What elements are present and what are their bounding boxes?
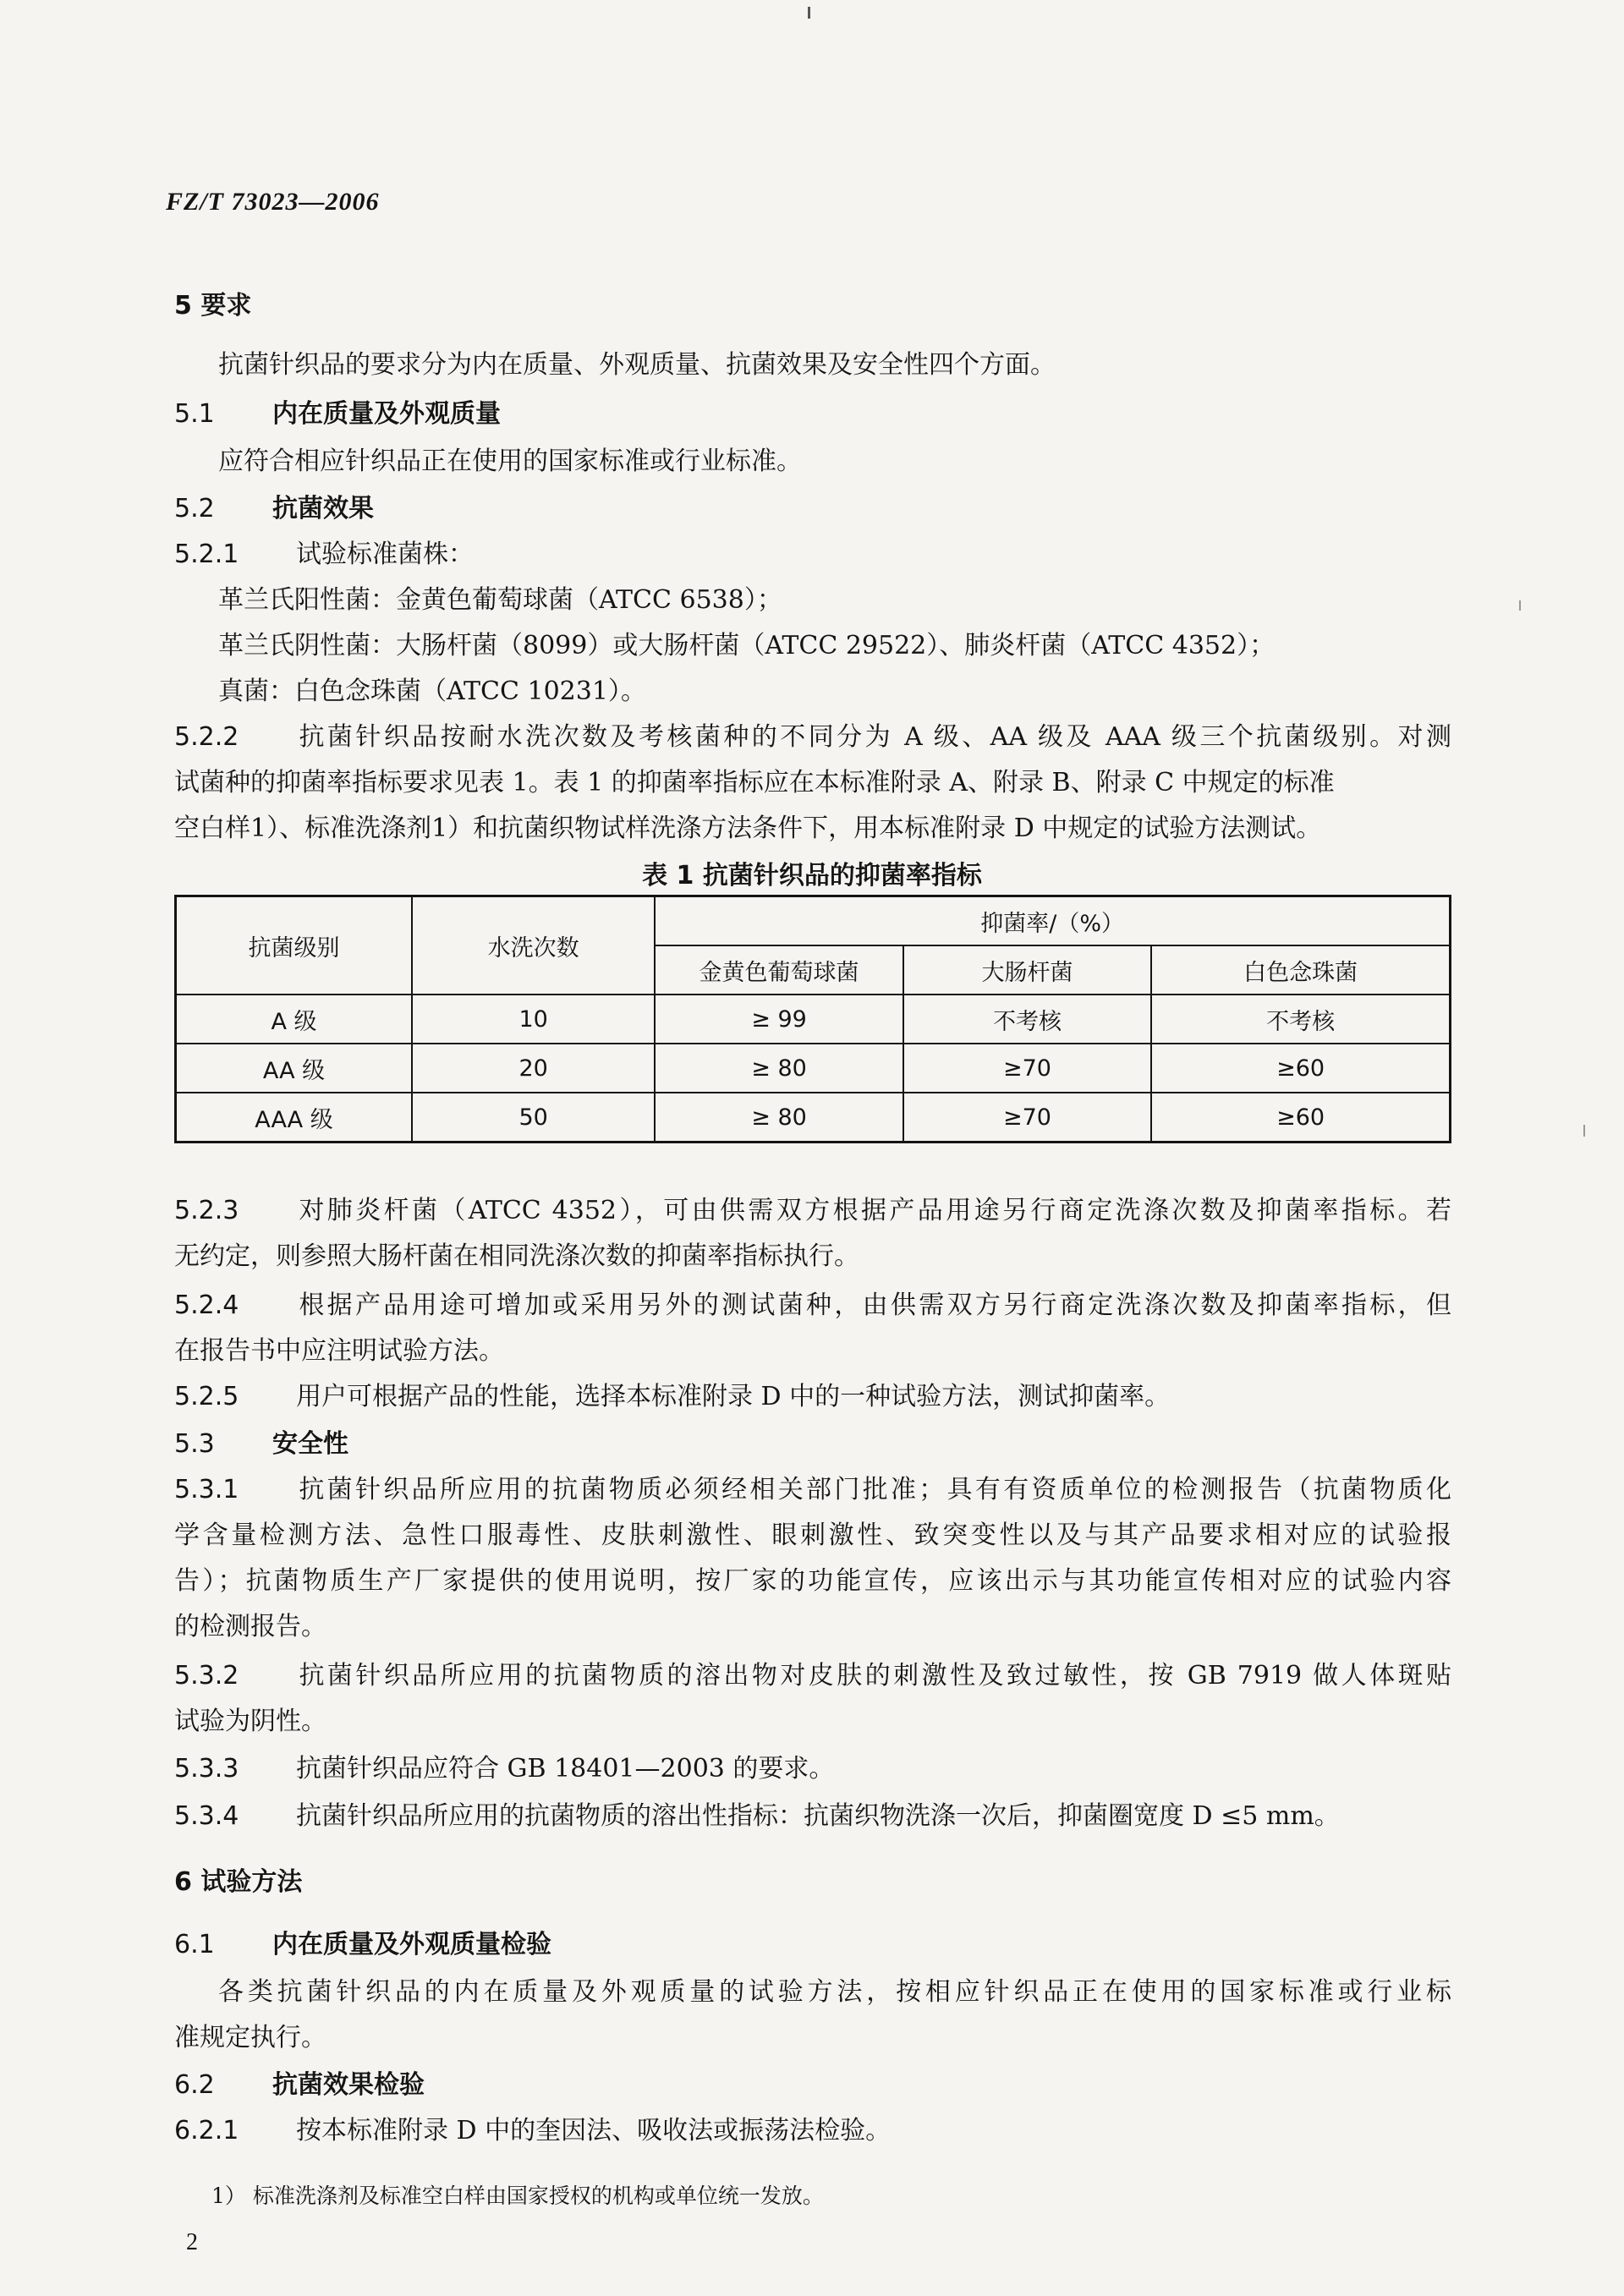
section-6-2-1 xyxy=(174,2114,891,2148)
cell-grade: AA 级 xyxy=(176,1044,412,1093)
section-5-2-4-line-2: 在报告书中应注明试验方法。 xyxy=(174,1336,504,1366)
cell-grade: AAA 级 xyxy=(176,1093,412,1143)
header-staph: 金黄色葡萄球菌 xyxy=(655,945,903,995)
section-number: 5.2.3 xyxy=(174,1196,239,1225)
cell-washes: 20 xyxy=(412,1044,655,1093)
inhibition-rate-table xyxy=(174,895,1451,1143)
section-5-3-heading xyxy=(174,1427,348,1461)
section-title: 安全性 xyxy=(272,1429,348,1459)
footnote: 1） 标准洗涤剂及标准空白样由国家授权的机构或单位统一发放。 xyxy=(211,2184,824,2208)
section-number: 5.2.4 xyxy=(174,1290,239,1320)
section-title: 试验标准菌株： xyxy=(296,540,474,569)
cell-washes: 50 xyxy=(412,1093,655,1143)
paragraph-text: 用户可根据产品的性能，选择本标准附录 D 中的一种试验方法，测试抑菌率。 xyxy=(296,1382,1171,1411)
section-number: 5.2.2 xyxy=(174,722,239,752)
section-number: 6.2.1 xyxy=(174,2116,239,2145)
header-washes: 水洗次数 xyxy=(412,896,655,995)
cell-grade: A 级 xyxy=(176,995,412,1044)
section-number: 5.3.3 xyxy=(174,1754,239,1784)
cell-ecoli: ≥70 xyxy=(903,1044,1151,1093)
section-number: 6.2 xyxy=(174,2070,215,2100)
header-grade: 抗菌级别 xyxy=(176,896,412,995)
header-candida: 白色念珠菌 xyxy=(1151,945,1450,995)
section-5-3-3 xyxy=(174,1752,834,1786)
section-5-3-1-line-1 xyxy=(174,1473,1451,1507)
section-6-1-line-1: 各类抗菌针织品的内在质量及外观质量的试验方法，按相应针织品正在使用的国家标准或行业标 xyxy=(218,1977,1451,2007)
table-row xyxy=(176,1093,1451,1143)
paragraph-text: 按本标准附录 D 中的奎因法、吸收法或振荡法检验。 xyxy=(296,2116,892,2145)
section-5-2-3-line-1 xyxy=(174,1194,1451,1228)
section-5-1-heading xyxy=(174,397,501,431)
strain-gram-negative: 革兰氏阴性菌：大肠杆菌（8099）或大肠杆菌（ATCC 29522）、肺炎杆菌（ATCC 4352）； xyxy=(218,631,1276,660)
header-ecoli: 大肠杆菌 xyxy=(903,945,1151,995)
paragraph-text: 抗菌针织品所应用的抗菌物质必须经相关部门批准；具有有资质单位的检测报告（抗菌物质化 xyxy=(296,1475,1451,1504)
paragraph-text: 抗菌针织品按耐水洗次数及考核菌种的不同分为 A 级、AA 级及 AAA 级三个抗菌级别。对测 xyxy=(296,722,1451,752)
section-5-2-2-line-3: 空白样1）、标准洗涤剂1）和抗菌织物试样洗涤方法条件下，用本标准附录 D 中规定的试验方法测试。 xyxy=(174,814,1322,843)
section-5-3-4 xyxy=(174,1800,1340,1833)
section-6-2-heading xyxy=(174,2069,425,2102)
cell-staph: ≥ 80 xyxy=(655,1093,903,1143)
page-number: 2 xyxy=(186,2229,198,2255)
paragraph-text: 对肺炎杆菌（ATCC 4352），可由供需双方根据产品用途另行商定洗涤次数及抑菌率指标。若 xyxy=(296,1196,1451,1225)
section-5-3-1-line-3: 告）；抗菌物质生产厂家提供的使用说明，按厂家的功能宣传，应该出示与其功能宣传相对应的试验内容 xyxy=(174,1566,1451,1596)
table-row xyxy=(176,995,1451,1044)
cell-ecoli: 不考核 xyxy=(903,995,1151,1044)
section-5-3-2-line-1 xyxy=(174,1659,1451,1693)
section-5-intro: 抗菌针织品的要求分为内在质量、外观质量、抗菌效果及安全性四个方面。 xyxy=(218,350,1056,380)
header-inhibition-rate: 抑菌率/（%） xyxy=(655,896,1450,946)
section-number: 5.3 xyxy=(174,1429,215,1459)
section-number: 5.3.1 xyxy=(174,1475,239,1504)
section-5-3-1-line-2: 学含量检测方法、急性口服毒性、皮肤刺激性、眼刺激性、致突变性以及与其产品要求相对应的试验报 xyxy=(174,1521,1451,1550)
section-5-1-body: 应符合相应针织品正在使用的国家标准或行业标准。 xyxy=(218,447,802,476)
section-5-2-4-line-1 xyxy=(174,1289,1451,1323)
paragraph-text: 抗菌针织品所应用的抗菌物质的溶出物对皮肤的刺激性及致过敏性，按 GB 7919 做人体斑贴 xyxy=(296,1661,1451,1690)
strain-gram-positive: 革兰氏阳性菌：金黄色葡萄球菌（ATCC 6538）； xyxy=(218,585,782,615)
strain-fungi: 真菌：白色念珠菌（ATCC 10231）。 xyxy=(218,677,646,706)
section-6-heading: 6 试验方法 xyxy=(174,1867,303,1897)
section-number: 5.3.4 xyxy=(174,1801,239,1831)
scan-artifact xyxy=(808,7,810,19)
paragraph-text: 根据产品用途可增加或采用另外的测试菌种，由供需双方另行商定洗涤次数及抑菌率指标，但 xyxy=(296,1290,1451,1320)
table-caption: 表 1 抗菌针织品的抑菌率指标 xyxy=(642,861,982,890)
section-5-2-2-line-2: 试菌种的抑菌率指标要求见表 1。表 1 的抑菌率指标应在本标准附录 A、附录 B、附录 C 中规定的标准 xyxy=(174,768,1335,797)
section-title: 抗菌效果检验 xyxy=(272,2070,425,2100)
section-5-2-5 xyxy=(174,1380,1170,1414)
section-number: 5.1 xyxy=(174,399,215,429)
scan-artifact xyxy=(1519,600,1521,611)
cell-staph: ≥ 99 xyxy=(655,995,903,1044)
section-5-3-2-line-2: 试验为阴性。 xyxy=(174,1707,326,1736)
section-6-1-heading xyxy=(174,1928,551,1962)
section-5-2-1-heading xyxy=(174,538,474,572)
section-5-heading: 5 要求 xyxy=(174,291,252,321)
cell-washes: 10 xyxy=(412,995,655,1044)
section-5-2-3-line-2: 无约定，则参照大肠杆菌在相同洗涤次数的抑菌率指标执行。 xyxy=(174,1241,859,1271)
section-title: 内在质量及外观质量 xyxy=(272,399,501,429)
section-number: 6.1 xyxy=(174,1930,215,1959)
section-number: 5.2 xyxy=(174,494,215,523)
cell-staph: ≥ 80 xyxy=(655,1044,903,1093)
standard-code: FZ/T 73023—2006 xyxy=(166,188,380,216)
cell-candida: 不考核 xyxy=(1151,995,1450,1044)
cell-candida: ≥60 xyxy=(1151,1093,1450,1143)
section-5-2-heading xyxy=(174,492,374,526)
section-5-2-2-line-1 xyxy=(174,721,1451,754)
scan-artifact xyxy=(1583,1125,1585,1137)
cell-candida: ≥60 xyxy=(1151,1044,1450,1093)
table-row xyxy=(176,1044,1451,1093)
section-number: 5.2.1 xyxy=(174,540,239,569)
paragraph-text: 抗菌针织品应符合 GB 18401—2003 的要求。 xyxy=(296,1754,835,1784)
section-5-3-1-line-4: 的检测报告。 xyxy=(174,1612,326,1641)
paragraph-text: 抗菌针织品所应用的抗菌物质的溶出性指标：抗菌织物洗涤一次后，抑菌圈宽度 D ≤5 mm。 xyxy=(296,1801,1340,1831)
section-number: 5.3.2 xyxy=(174,1661,239,1690)
section-6-1-line-2: 准规定执行。 xyxy=(174,2023,326,2052)
section-title: 抗菌效果 xyxy=(272,494,374,523)
section-number: 5.2.5 xyxy=(174,1382,239,1411)
cell-ecoli: ≥70 xyxy=(903,1093,1151,1143)
section-title: 内在质量及外观质量检验 xyxy=(272,1930,551,1959)
